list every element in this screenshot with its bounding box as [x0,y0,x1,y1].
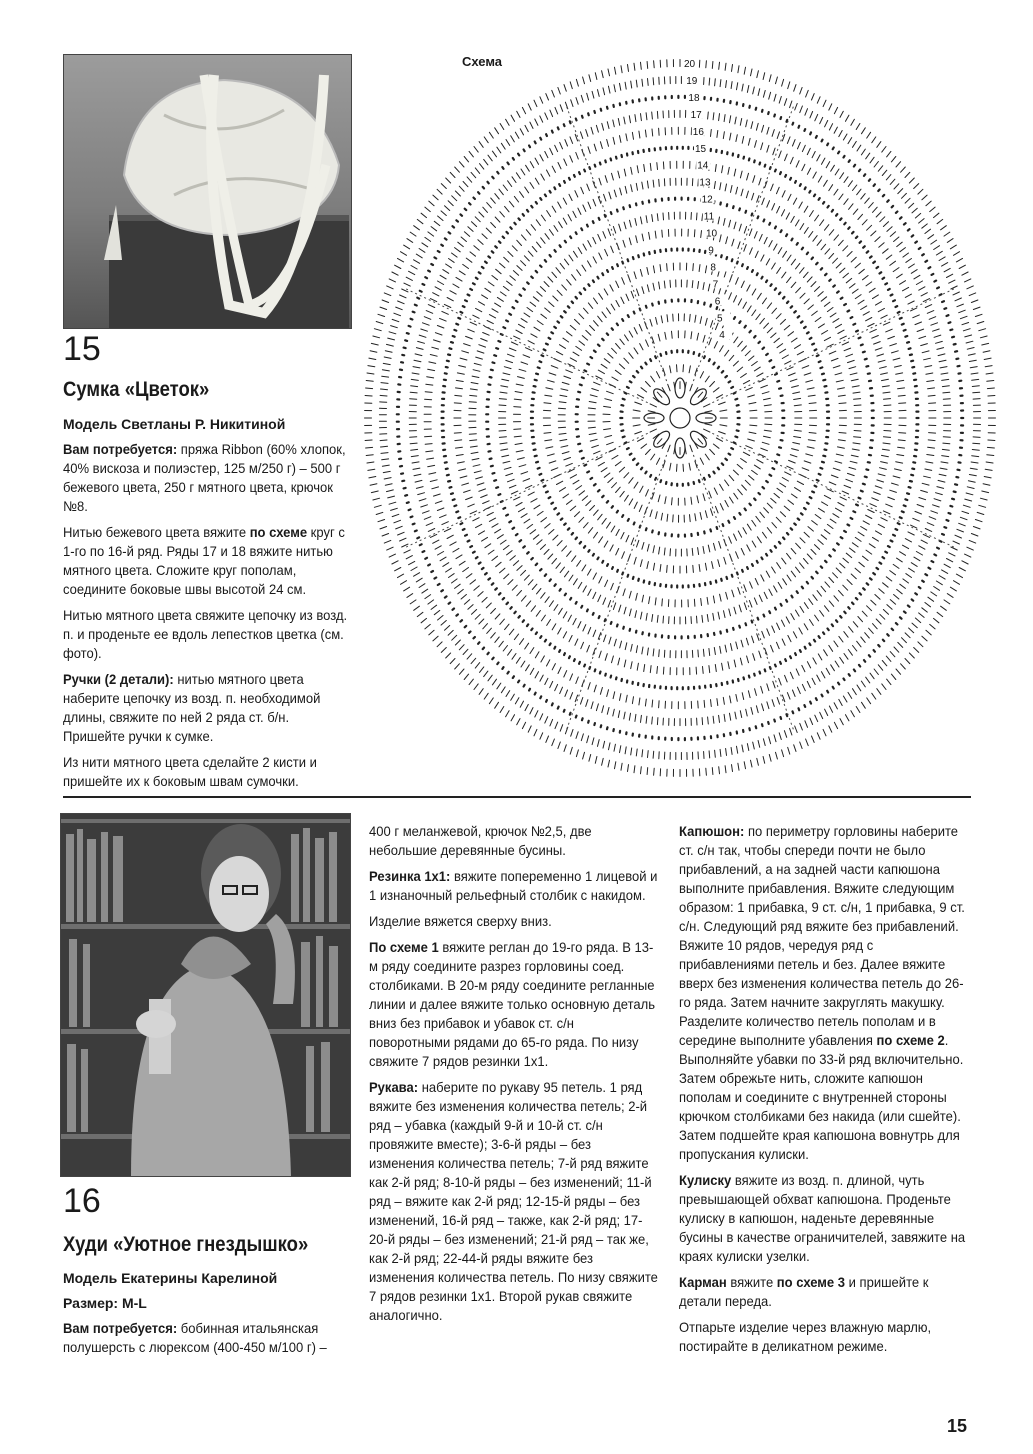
size-line: Размер: M-L [63,1295,147,1311]
hood-paragraph: Капюшон: по периметру горловины наберите ст. с/н так, чтобы спереди почти не было прибавлений, а на задней части капюшона выполните прибавления. Вяжите следующим образом: 1 прибавка, 9 ст. с/н, 1 прибавка, 9 ст. с/н. Следующий ряд вяжите без прибавлений. Вяжите 10 рядов, чередуя ряд с прибавлениями петель и без. Далее вяжите вверх без изменения количества петель до 26-го ряда. Затем начните закруглять макушку. Разделите количество петель пополам и в середине выполните убавления по схеме 2. Выполняйте убавки по 33-й ряд включительно. Затем обрежьте нить, сложите капюшон пополам и соедините с внутренней стороны крючком столбиками без накида (или сшейте). Затем подшейте края капюшона вовнутрь для пропускания кулиски. [679,823,965,1162]
bag-photo [63,54,352,329]
chart-radial-line [693,455,793,730]
chart-ring [633,365,728,472]
finishing-paragraph: Отпарьте изделие через влажную марлю, постирайте в деликатном режиме. [679,1319,932,1354]
chart-center-ring [670,408,690,428]
body-paragraph: Нитью бежевого цвета вяжите по схеме круг с 1-го по 16-й ряд. Ряды 17 и 18 вяжите нитью мятного цвета. Сложите круг пополам, соедините боковые швы высотой 24 см. [63,524,345,597]
chart-ring [648,382,713,455]
chart-ring [588,314,772,522]
chart-ring [409,110,951,725]
direction-paragraph: Изделие вяжется сверху вниз. [369,913,552,929]
pocket-paragraph: Карман вяжите по схеме 3 и пришейте к детали переда. [679,1274,929,1309]
chart-row-number: 8 [710,262,716,274]
chart-row-number: 14 [697,160,709,172]
section-divider [63,796,971,798]
chart-ring [454,161,906,675]
materials-paragraph: Вам потребуется: пряжа Ribbon (60% хлопок, 40% вискоза и полиэстер, 125 м/250 г) – 500 г бежевого цвета, 250 г мятного цвета, крючок №8. [63,441,346,514]
designer-credit: Модель Светланы Р. Никитиной [63,416,286,432]
chart-row-number: 4 [719,330,725,342]
chart-row-number: 17 [690,109,702,121]
chart-ring [499,212,862,624]
chart-radial-line [567,106,667,381]
chart-row-number: 20 [684,59,696,70]
instructions-column [63,440,350,798]
chart-row-number: 9 [708,245,714,257]
page-number: 15 [947,1416,968,1436]
chart-row-number: 5 [717,313,723,325]
hoodie-photo-image [61,814,350,1176]
tassels-paragraph: Из нити мятного цвета сделайте 2 кисти и пришейте их к боковым швам сумочки. [63,754,317,789]
chart-row-number: 7 [712,279,719,291]
hoodie-photo [60,813,351,1177]
project-title: Худи «Уютное гнездышко» [63,1233,309,1256]
chart-ring [543,263,816,573]
chart-radial-line [567,455,667,730]
chart-row-number: 18 [688,92,700,104]
chain-paragraph: Нитью мятного цвета свяжите цепочку из возд. п. и проденьте ее вдоль лепестков цветка (см. фото). [63,607,348,661]
materials-continued: 400 г меланжевой, крючок №2,5, две небольшие деревянные бусины. [369,823,592,858]
section-number: 15 [63,330,101,368]
crochet-chart [360,56,1000,791]
chart-ring [603,331,757,506]
instructions-column-2 [369,822,657,1332]
chart-row-number: 11 [703,211,715,223]
drawstring-paragraph: Кулиску вяжите из возд. п. длиной, чуть превышающей обхват капюшона. Проденьте кулиску в капюшон, наденьте деревянные бусины в качестве ограничителей, завяжите на краях кулиски узелки. [679,1172,966,1264]
handles-paragraph: Ручки (2 детали): нитью мятного цвета наберите цепочку из возд. п. необходимой длины, свяжите по ней 2 ряда ст. б/н. Пришейте ручки к сумке. [63,671,321,744]
bag-photo-image [64,55,351,328]
body-paragraph: По схеме 1 вяжите реглан до 19-го ряда. В 13-м ряду соедините разрез горловины соед. столбиками. В 20-м ряду соедините регланные линии и далее вяжите только основную деталь вниз без прибавок и убавок ст. с/н поворотными рядами до 65-го ряда. По низу свяжите 7 рядов резинки 1х1. [369,939,656,1069]
ribbing-paragraph: Резинка 1х1: вяжите попеременно 1 лицевой и 1 изнаночный рельефный столбик с накидом. [369,868,658,903]
project-title: Сумка «Цветок» [63,378,210,401]
section-number: 16 [63,1182,101,1220]
chart-row-number: 10 [706,228,718,240]
chart-row-number: 19 [686,75,698,87]
chart-row-number: 12 [701,194,713,206]
sleeves-paragraph: Рукава: наберите по рукаву 95 петель. 1 ряд вяжите без изменения количества петель; 2-й ряд – убавка (каждый 9-й и 10-й ст. с/н провяжите вместе); 3-6-й ряды – без изменения количества петель; 7-й ряд вяжите как 2-й ряд; 8-10-й ряды – без изменений; 11-й ряд – вяжите как 2-й ряд; 12-15-й ряды – без изменений, 16-й ряд – также, как 2-й ряд; 17-20-й ряды – без изменений; 21-й ряд – так же, как 2-й ряд; 22-44-й ряды вяжите без изменения количества петель. По низу свяжите 7 рядов резинки 1х1. Второй рукав свяжите аналогично. [369,1079,658,1323]
chart-row-number: 16 [692,126,704,138]
chart-row-number: 15 [695,143,707,155]
schema-label: Схема [462,54,503,69]
materials-paragraph: Вам потребуется: бобинная итальянская полушерсть с люрексом (400-450 м/100 г) – [63,1320,327,1355]
chart-ring [397,96,963,740]
materials-column [63,1319,351,1364]
instructions-column-3 [679,822,967,1363]
designer-credit: Модель Екатерины Карелиной [63,1270,278,1286]
chart-row-number: 6 [714,296,721,308]
chart-row-number: 13 [699,177,711,189]
